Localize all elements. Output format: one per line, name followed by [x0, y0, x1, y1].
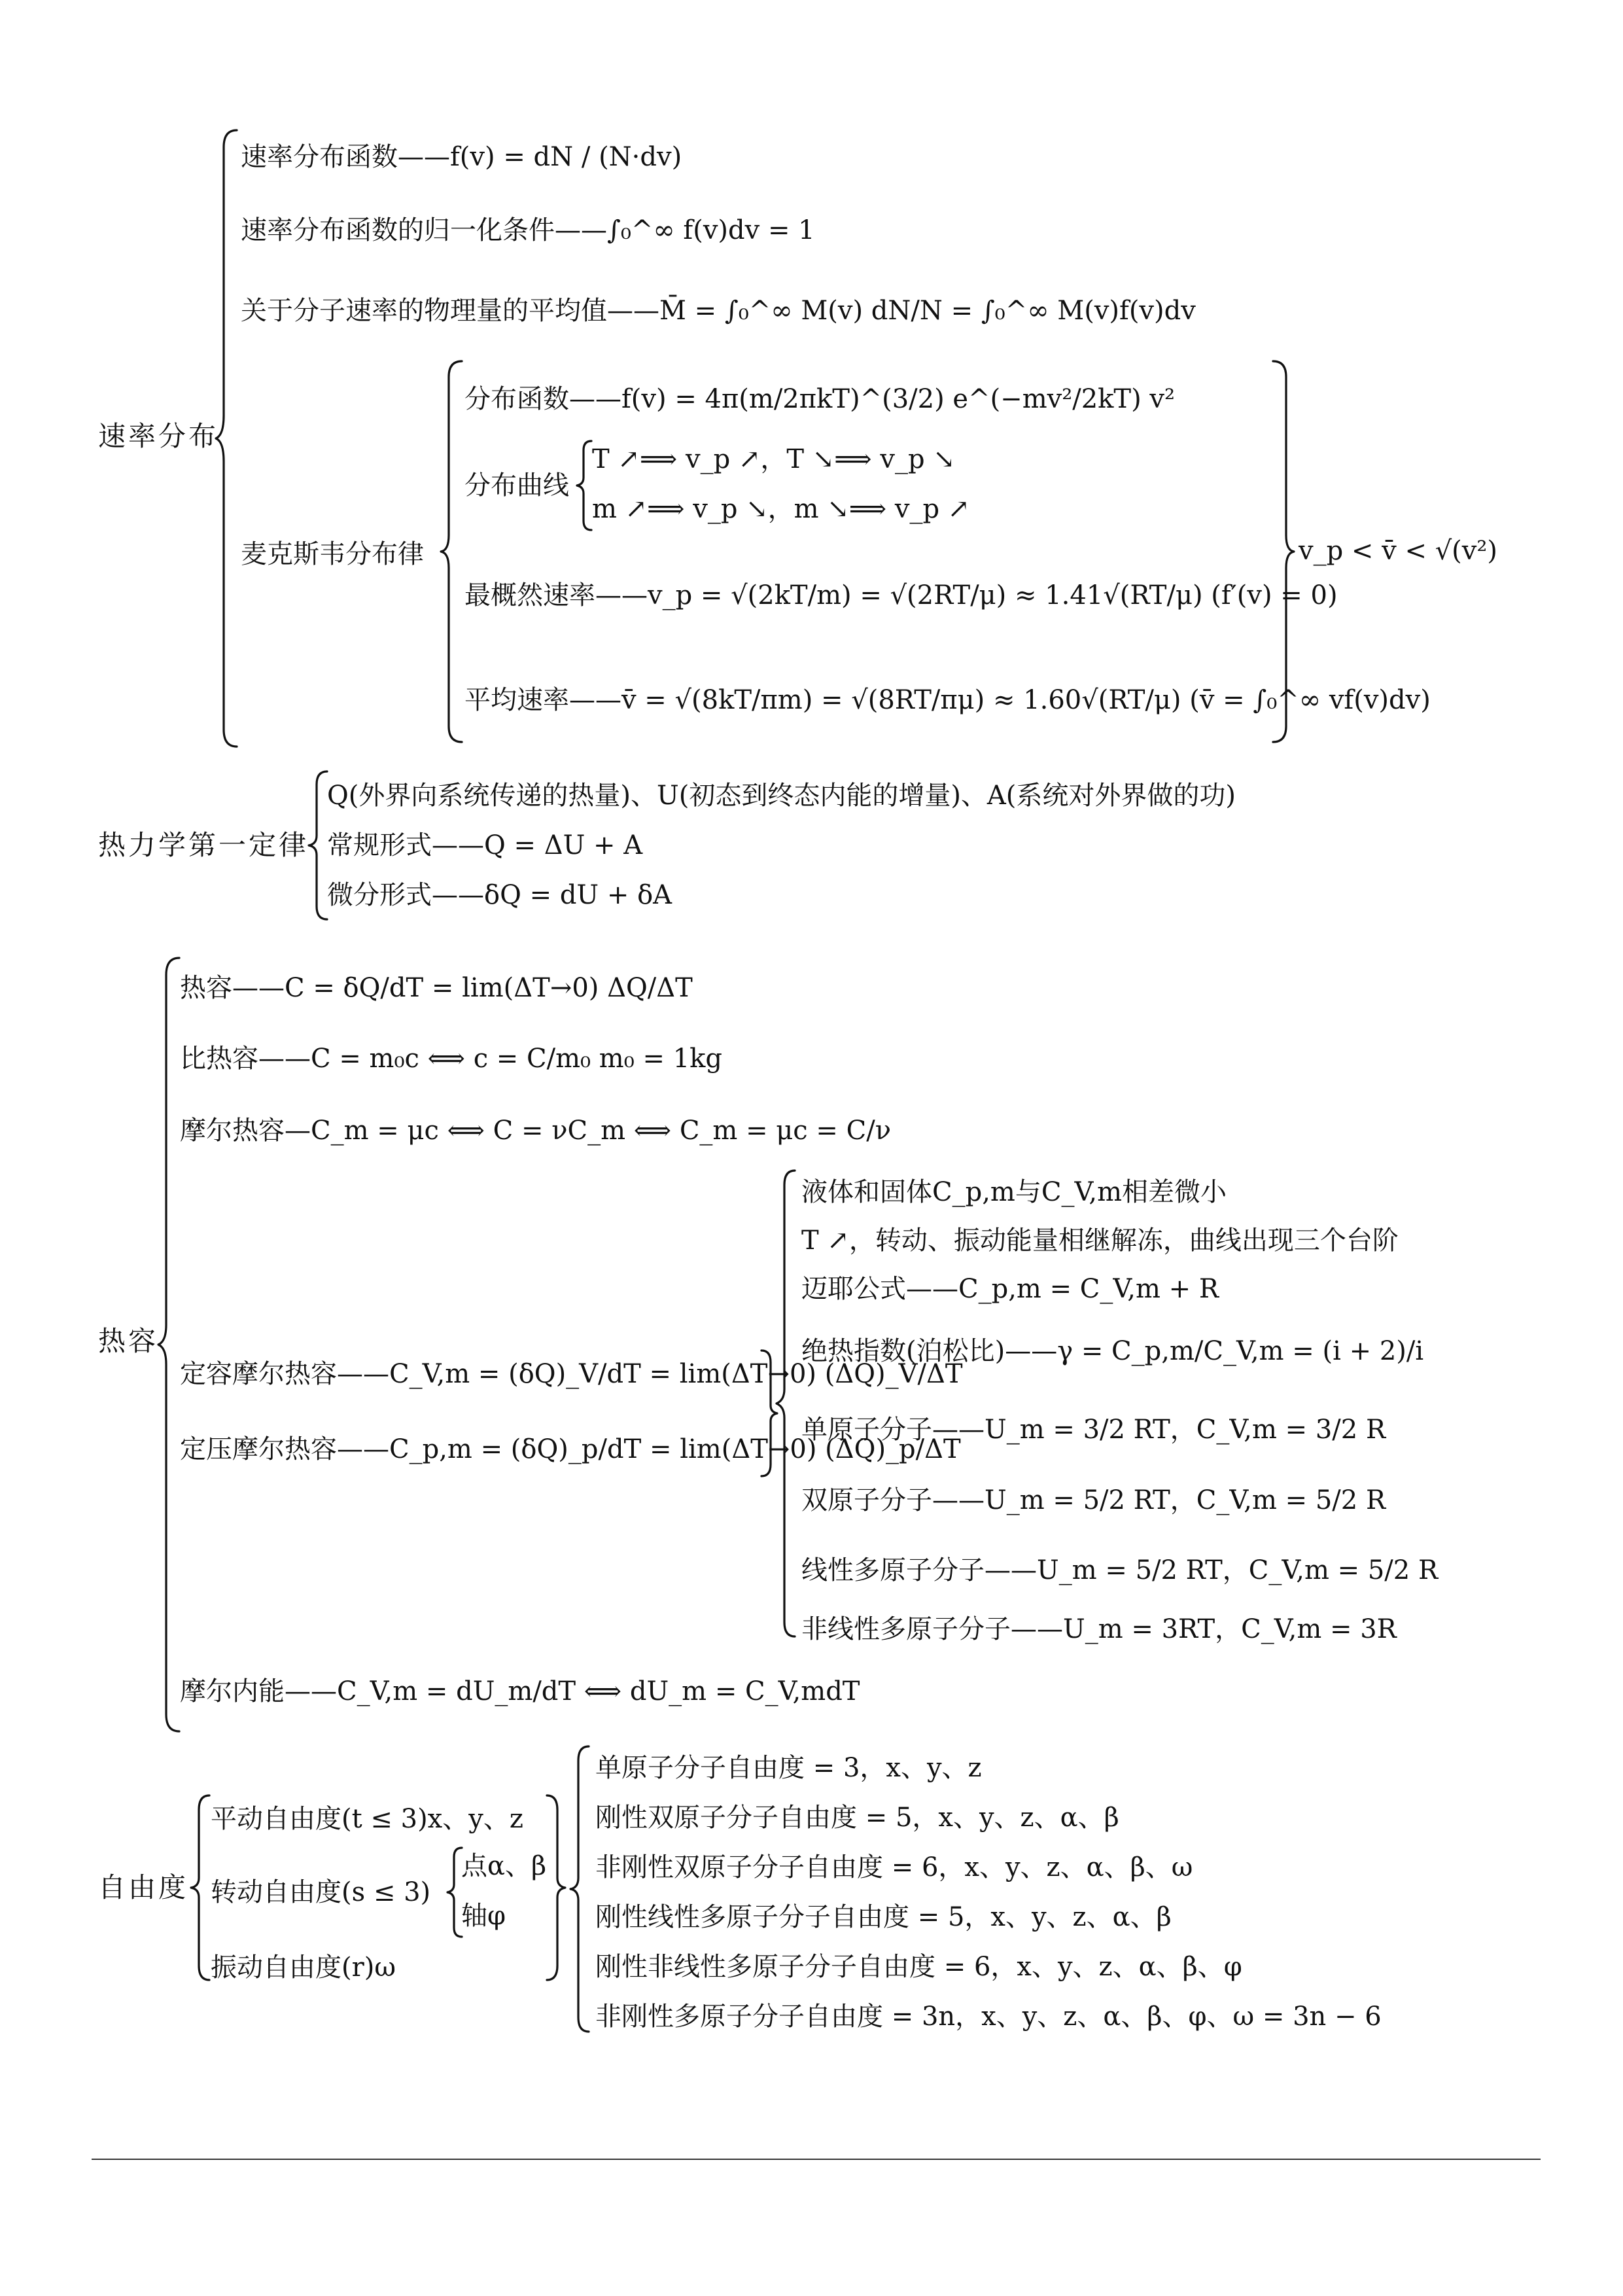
specific-heat: 比热容——C = m₀c ⟺ c = C/m₀ m₀ = 1kg	[180, 1044, 723, 1074]
footer-divider	[92, 2159, 1541, 2160]
item-normalization: 速率分布函数的归一化条件——∫₀^∞ f(v)dv = 1	[241, 215, 815, 245]
dof-example-nonrigid-polyatomic: 非刚性多原子分子自由度 = 3n，x、y、z、α、β、φ、ω = 3n − 6	[595, 2002, 1382, 2032]
rot-axis: 轴φ	[461, 1901, 506, 1931]
sub-mayer: 迈耶公式——C_p,m = C_V,m + R	[801, 1274, 1219, 1304]
dof-example-rigid-nonlinear: 刚性非线性多原子分子自由度 = 6，x、y、z、α、β、φ	[595, 1952, 1242, 1982]
sub-temperature-steps: T ↗，转动、振动能量相继解冻，曲线出现三个台阶	[801, 1226, 1399, 1256]
sub-diatomic: 双原子分子——U_m = 5/2 RT，C_V,m = 5/2 R	[801, 1485, 1386, 1515]
dof-example-rigid-diatomic: 刚性双原子分子自由度 = 5，x、y、z、α、β	[595, 1803, 1119, 1833]
speed-inequality: v_p < v̄ < √(v²)	[1299, 536, 1498, 566]
dof-example-rigid-linear: 刚性线性多原子分子自由度 = 5，x、y、z、α、β	[595, 1902, 1172, 1932]
item-mean-value: 关于分子速率的物理量的平均值——M̄ = ∫₀^∞ M(v) dN/N = ∫₀^∞ M(v)f(v)dv	[241, 296, 1196, 326]
maxwell-average: 平均速率——v̄ = √(8kT/πm) = √(8RT/πμ) ≈ 1.60√(RT/μ) (v̄ = ∫₀^∞ vf(v)dv)	[464, 685, 1431, 715]
heat-capacity-def: 热容——C = δQ/dT = lim(ΔT→0) ΔQ/ΔT	[180, 973, 693, 1003]
brace-maxwell-right	[1269, 359, 1295, 745]
brace-dof	[190, 1793, 213, 1983]
curve-line-temperature: T ↗⟹ v_p ↗，T ↘⟹ v_p ↘	[592, 444, 955, 474]
brace-dof-right	[543, 1793, 569, 1983]
section-title-speed-distribution: 速率分布	[98, 420, 219, 452]
dof-vibrational: 振动自由度(r)ω	[211, 1952, 396, 1983]
rot-point: 点α、β	[461, 1851, 547, 1881]
brace-dof-examples	[569, 1744, 593, 2035]
sub-adiabatic-index: 绝热指数(泊松比)——γ = C_p,m/C_V,m = (i + 2)/i	[801, 1336, 1424, 1366]
sub-liquid-solid: 液体和固体C_p,m与C_V,m相差微小	[801, 1177, 1227, 1207]
molar-heat: 摩尔热容—C_m = μc ⟺ C = νC_m ⟺ C_m = μc = C/ν	[180, 1116, 892, 1146]
maxwell-curve-label: 分布曲线	[464, 470, 569, 501]
dof-translational: 平动自由度(t ≤ 3)x、y、z	[211, 1804, 523, 1834]
section-title-dof: 自由度	[98, 1871, 189, 1903]
brace-maxwell	[440, 359, 466, 745]
sub-nonlinear-polyatomic: 非线性多原子分子——U_m = 3RT，C_V,m = 3R	[801, 1614, 1397, 1644]
first-law-differential: 微分形式——δQ = dU + δA	[327, 880, 672, 910]
item-speed-function: 速率分布函数——f(v) = dN / (N·dv)	[241, 142, 682, 172]
brace-speed-distribution	[215, 128, 241, 749]
isobaric-molar-heat: 定压摩尔热容——C_p,m = (δQ)_p/dT = lim(ΔT→0) (ΔQ)_p/ΔT	[180, 1434, 961, 1464]
maxwell-most-probable: 最概然速率——v_p = √(2kT/m) = √(2RT/μ) ≈ 1.41√(RT/μ) (f′(v) = 0)	[464, 580, 1338, 610]
maxwell-function: 分布函数——f(v) = 4π(m/2πkT)^(3/2) e^(−mv²/2kT) v²	[464, 384, 1176, 414]
brace-heat-sub	[775, 1168, 799, 1639]
isochoric-molar-heat: 定容摩尔热容——C_V,m = (δQ)_V/dT = lim(ΔT→0) (ΔQ)_V/ΔT	[180, 1359, 963, 1389]
sub-monatomic: 单原子分子——U_m = 3/2 RT，C_V,m = 3/2 R	[801, 1415, 1386, 1445]
molar-internal-energy: 摩尔内能——C_V,m = dU_m/dT ⟺ dU_m = C_V,mdT	[180, 1676, 860, 1706]
section-title-first-law: 热力学第一定律	[98, 829, 309, 861]
first-law-regular: 常规形式——Q = ΔU + A	[327, 830, 643, 860]
first-law-quantities: Q(外界向系统传递的热量)、U(初态到终态内能的增量)、A(系统对外界做的功)	[327, 781, 1236, 811]
dof-example-monatomic: 单原子分子自由度 = 3，x、y、z	[595, 1753, 982, 1783]
brace-heat-capacity	[157, 955, 183, 1734]
brace-curve	[576, 438, 594, 533]
section-title-heat-capacity: 热容	[98, 1325, 159, 1357]
curve-line-mass: m ↗⟹ v_p ↘，m ↘⟹ v_p ↗	[592, 494, 970, 524]
dof-rotational: 转动自由度(s ≤ 3)	[211, 1877, 431, 1907]
dof-example-nonrigid-diatomic: 非刚性双原子分子自由度 = 6，x、y、z、α、β、ω	[595, 1852, 1193, 1882]
sub-linear-polyatomic: 线性多原子分子——U_m = 5/2 RT，C_V,m = 5/2 R	[801, 1555, 1439, 1585]
maxwell-title: 麦克斯韦分布律	[241, 539, 424, 569]
